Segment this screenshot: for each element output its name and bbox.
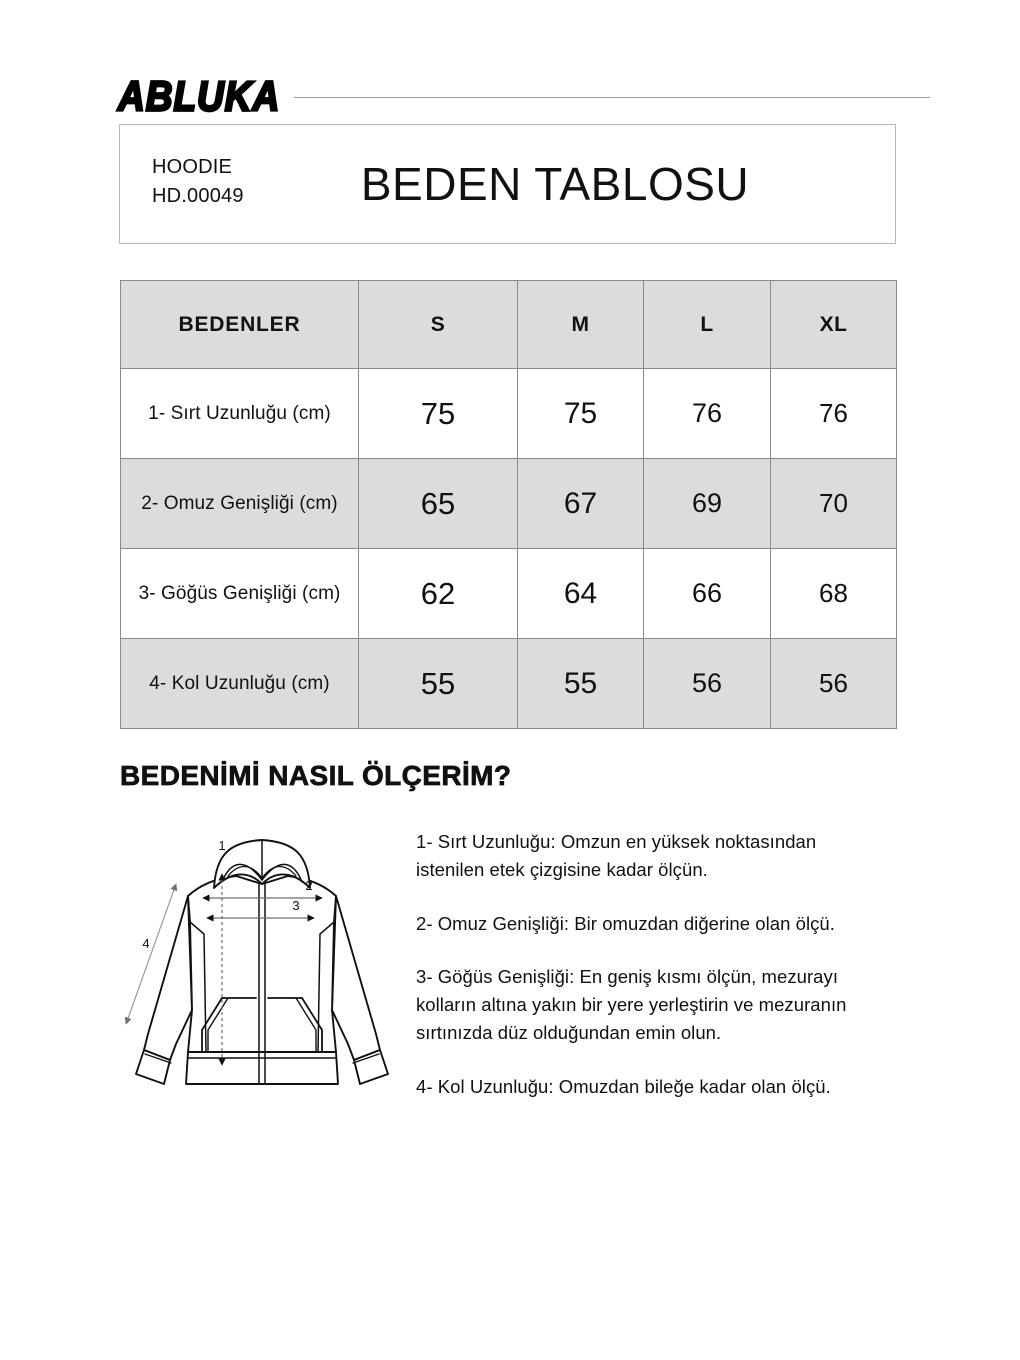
callout-label-3: 3 (292, 898, 300, 913)
column-header-m: M (518, 281, 644, 369)
cell-chest-width-s: 62 (359, 549, 518, 639)
brand-header (118, 73, 930, 119)
cell-back-length-s: 75 (359, 369, 518, 459)
cell-sleeve-length-m: 55 (518, 639, 644, 729)
document-title-box (119, 124, 896, 244)
cell-shoulder-width-l: 69 (644, 459, 771, 549)
table-row (121, 369, 897, 459)
row-label-chest-width: 3- Göğüs Genişliği (cm) (121, 549, 359, 639)
instruction-1: 1- Sırt Uzunluğu: Omzun en yüksek noktasından istenilen etek çizgisine kadar ölçün. (416, 831, 817, 880)
cell-sleeve-length-l: 56 (644, 639, 771, 729)
instruction-4: 4- Kol Uzunluğu: Omuzdan bileğe kadar olan ölçü. (416, 1075, 831, 1097)
table-row (121, 639, 897, 729)
cell-chest-width-m: 64 (518, 549, 644, 639)
abluka-logo: ABLUKA (118, 73, 281, 119)
table-row (121, 549, 897, 639)
howto-section (118, 822, 908, 1117)
instruction-2: 2- Omuz Genişliği: Bir omuzdan diğerine olan ölçü. (416, 912, 835, 934)
column-header-l: L (644, 281, 771, 369)
row-label-back-length: 1- Sırt Uzunluğu (cm) (121, 369, 359, 459)
row-label-shoulder-width: 2- Omuz Genişliği (cm) (121, 459, 359, 549)
instruction-3: 3- Göğüs Genişliği: En geniş kısmı ölçün, mezurayı kolların altına yakın bir yere yerleştirin ve mezuranın sırtınızda düz olduğundan emin olun. (416, 966, 847, 1043)
howto-section-title: BEDENİMİ NASIL ÖLÇERİM? (120, 760, 512, 791)
callout-label-1: 1 (218, 838, 226, 853)
measurement-instructions (408, 822, 908, 1100)
row-label-sleeve-length: 4- Kol Uzunluğu (cm) (121, 639, 359, 729)
cell-sleeve-length-xl: 56 (771, 639, 897, 729)
cell-back-length-m: 75 (518, 369, 644, 459)
column-header-bedenler: BEDENLER (121, 281, 359, 369)
callout-label-4: 4 (142, 936, 150, 951)
cell-shoulder-width-xl: 70 (771, 459, 897, 549)
cell-chest-width-xl: 68 (771, 549, 897, 639)
table-header-row (121, 281, 897, 369)
table-row (121, 459, 897, 549)
cell-chest-width-l: 66 (644, 549, 771, 639)
hoodie-technical-drawing-svg (118, 822, 408, 1112)
column-header-s: S (359, 281, 518, 369)
header-divider-rule (294, 97, 930, 98)
callout-label-2: 2 (305, 878, 313, 893)
cell-sleeve-length-s: 55 (359, 639, 518, 729)
cell-shoulder-width-m: 67 (518, 459, 644, 549)
size-chart-table (120, 280, 897, 729)
column-header-xl: XL (771, 281, 897, 369)
cell-back-length-xl: 76 (771, 369, 897, 459)
product-type: HOODIE (152, 156, 233, 178)
cell-shoulder-width-s: 65 (359, 459, 518, 549)
page-title: BEDEN TABLOSU (360, 158, 750, 210)
cell-back-length-l: 76 (644, 369, 771, 459)
hoodie-diagram (118, 822, 408, 1117)
product-code: HD.00049 (152, 185, 244, 207)
